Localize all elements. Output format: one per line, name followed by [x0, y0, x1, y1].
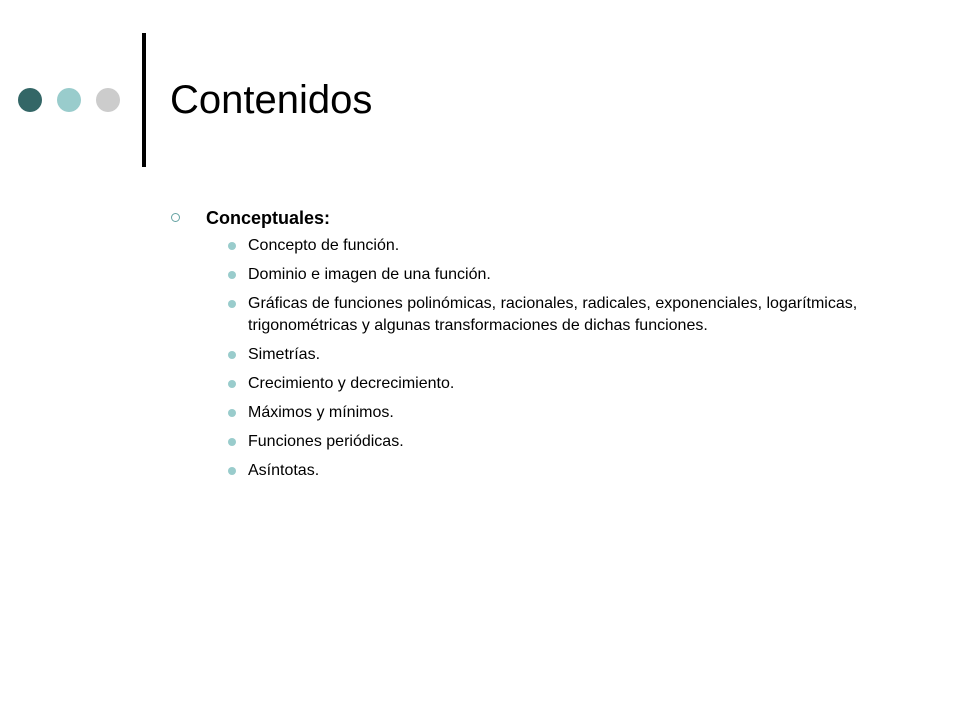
list-item-text: Crecimiento y decrecimiento.	[248, 375, 455, 392]
section-heading	[170, 205, 890, 231]
list-item-text: Funciones periódicas.	[248, 433, 404, 450]
list-item-text: Concepto de función.	[248, 237, 400, 254]
slide-content	[170, 205, 890, 489]
bullet-icon	[228, 438, 236, 446]
slide-title: Contenidos	[170, 78, 373, 122]
gray-dot-icon	[96, 88, 120, 112]
list-item	[170, 402, 890, 424]
list-item	[170, 373, 890, 395]
list-item-text: Gráficas de funciones polinómicas, racionales, radicales, exponenciales, logarítmicas, trigonométricas y algunas transformaciones de dichas funciones.	[248, 295, 858, 334]
title-divider	[142, 33, 146, 167]
light-teal-dot-icon	[57, 88, 81, 112]
bullet-icon	[228, 300, 236, 308]
list-item-text: Simetrías.	[248, 346, 321, 363]
bullet-icon	[228, 351, 236, 359]
ring-bullet-icon	[171, 213, 180, 222]
list-item	[170, 235, 890, 257]
bullet-icon	[228, 271, 236, 279]
dark-teal-dot-icon	[18, 88, 42, 112]
content-list	[170, 235, 890, 482]
list-item-text: Asíntotas.	[248, 462, 320, 479]
decorative-dots	[18, 88, 120, 112]
list-item-text: Máximos y mínimos.	[248, 404, 394, 421]
section-heading-label: Conceptuales:	[206, 208, 331, 228]
list-item	[170, 431, 890, 453]
bullet-icon	[228, 409, 236, 417]
list-item	[170, 264, 890, 286]
list-item	[170, 460, 890, 482]
bullet-icon	[228, 242, 236, 250]
list-item	[170, 344, 890, 366]
list-item	[170, 293, 890, 337]
bullet-icon	[228, 380, 236, 388]
bullet-icon	[228, 467, 236, 475]
list-item-text: Dominio e imagen de una función.	[248, 266, 491, 283]
